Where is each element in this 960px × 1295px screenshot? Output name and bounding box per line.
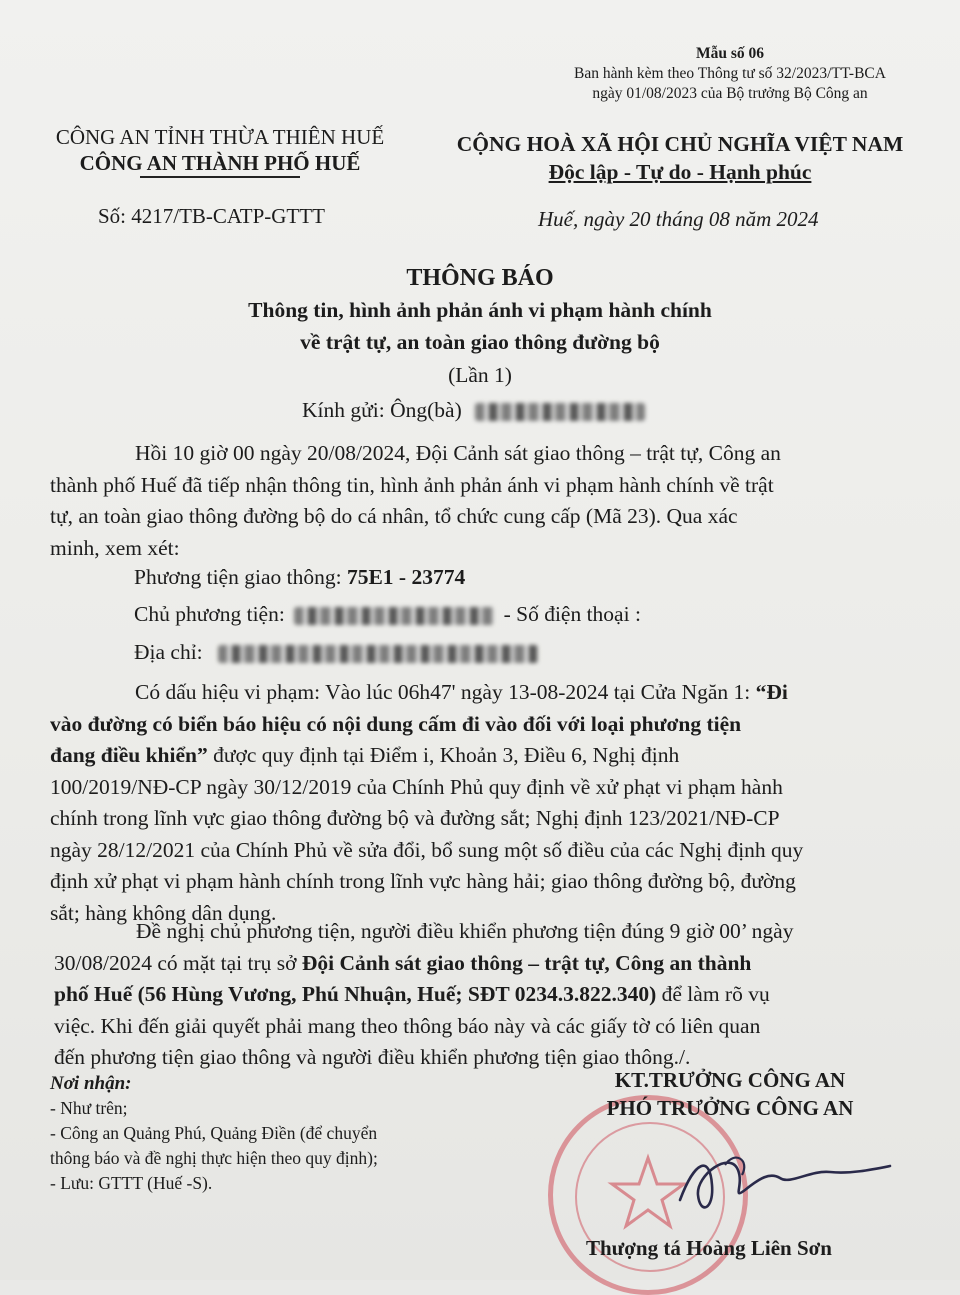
address-line <box>134 640 538 665</box>
agency-underline <box>140 176 300 178</box>
form-issued-line-2: ngày 01/08/2023 của Bộ trưởng Bộ Công an <box>592 85 868 102</box>
p2-line-5: chính trong lĩnh vực giao thông đường bộ và đường sắt; Nghị định 123/2021/NĐ-CP <box>50 806 780 830</box>
owner-line <box>134 602 641 627</box>
recipient-2b: thông báo và đề nghị thực hiện theo quy định); <box>50 1148 378 1168</box>
nation-header <box>430 130 930 186</box>
p3-line-5: đến phương tiện giao thông và người điều khiển phương tiện giao thông./. <box>54 1045 691 1069</box>
document-round: (Lần 1) <box>448 363 512 387</box>
document-subtitle-1: Thông tin, hình ảnh phản ánh vi phạm hành chính <box>248 298 712 322</box>
p2-line-1-text: Có dấu hiệu vi phạm: Vào lúc 06h47' ngày 13-08-2024 tại Cửa Ngăn 1: <box>135 680 756 704</box>
address-redacted <box>218 645 538 663</box>
addressee-redacted <box>475 403 645 421</box>
recipients-title: Nơi nhận: <box>50 1073 132 1094</box>
body-paragraph-3 <box>54 916 904 1074</box>
agency-name: CÔNG AN THÀNH PHỐ HUẾ <box>79 151 361 175</box>
p3-line-2-text: 30/08/2024 có mặt tại trụ sở <box>54 950 302 975</box>
p1-line-4: minh, xem xét: <box>50 535 180 560</box>
owner-redacted <box>294 607 494 625</box>
handwritten-signature <box>640 1130 900 1240</box>
p2-line-6: ngày 28/12/2021 của Chính Phủ về sửa đổi, bổ sung một số điều của các Nghị định quy <box>50 837 804 862</box>
p2-line-8: sắt; hàng không dân dụng. <box>50 900 277 925</box>
recipient-3: - Lưu: GTTT (Huế -S). <box>50 1173 213 1193</box>
p3-line-3-text: để làm rõ vụ <box>656 982 770 1006</box>
p3-line-2 <box>54 948 904 980</box>
vehicle-label: Phương tiện giao thông: <box>134 565 342 589</box>
document-title: THÔNG BÁO <box>406 265 554 291</box>
p2-line-3-text: được quy định tại Điểm i, Khoản 3, Điều 6, Nghị định <box>207 743 680 767</box>
p3-line-4: việc. Khi đến giải quyết phải mang theo thông báo này và các giấy tờ có liên quan <box>54 1013 761 1038</box>
office-address: phố Huế (56 Hùng Vương, Phú Nhuận, Huế; SĐT 0234.3.822.340) <box>54 982 657 1006</box>
place-date: Huế, ngày 20 tháng 08 năm 2024 <box>538 207 819 231</box>
signature-title-1: KT.TRƯỞNG CÔNG AN <box>614 1068 846 1092</box>
p2-line-2: vào đường có biển báo hiệu có nội dung cấm đi vào đối với loại phương tiện <box>50 711 742 736</box>
recipient-2a: - Công an Quảng Phú, Quảng Điền (để chuyển <box>50 1123 378 1143</box>
office-name: Đội Cảnh sát giao thông – trật tự, Công an thành <box>301 950 752 975</box>
phone-label: - Số điện thoại : <box>503 602 641 626</box>
p1-line-2: thành phố Huế đã tiếp nhận thông tin, hình ảnh phản ánh vi phạm hành chính về trật <box>50 472 774 497</box>
violation-quote-end: đang điều khiển” <box>50 743 208 767</box>
p2-line-4: 100/2019/NĐ-CP ngày 30/12/2019 của Chính Phủ quy định về xử phạt vi phạm hành <box>50 774 783 799</box>
document-number: Số: 4217/TB-CATP-GTTT <box>98 204 325 228</box>
vehicle-line <box>134 565 465 590</box>
nation-name: CỘNG HOÀ XÃ HỘI CHỦ NGHĨA VIỆT NAM <box>456 132 904 156</box>
owner-label: Chủ phương tiện: <box>134 602 285 626</box>
signature-block <box>560 1066 900 1122</box>
signature-title-2: PHÓ TRƯỞNG CÔNG AN <box>606 1096 854 1120</box>
form-issued-line-1: Ban hành kèm theo Thông tư số 32/2023/TT-BCA <box>574 65 886 82</box>
p3-line-3 <box>54 979 904 1011</box>
p3-line-1: Đề nghị chủ phương tiện, người điều khiển phương tiện đúng 9 giờ 00’ ngày <box>136 919 794 943</box>
p1-line-3: tự, an toàn giao thông đường bộ do cá nhân, tổ chức cung cấp (Mã 23). Qua xác <box>50 504 738 528</box>
form-number: Mẫu số 06 <box>695 45 765 62</box>
addressee <box>302 398 645 423</box>
recipient-1: - Như trên; <box>50 1098 128 1118</box>
p2-line-7: định xử phạt vi phạm hành chính trong lĩnh vực hàng hải; giao thông đường bộ, đường <box>50 869 796 893</box>
document-subtitle-2: về trật tự, an toàn giao thông đường bộ <box>300 330 660 354</box>
body-paragraph-1 <box>50 438 898 564</box>
addressee-label: Kính gửi: Ông(bà) <box>302 398 462 422</box>
vehicle-plate: 75E1 - 23774 <box>346 565 466 589</box>
p1-line-1: Hồi 10 giờ 00 ngày 20/08/2024, Đội Cảnh sát giao thông – trật tự, Công an <box>135 441 781 465</box>
agency-header <box>20 124 420 178</box>
address-label: Địa chỉ: <box>134 640 203 664</box>
p2-line-3 <box>50 740 900 772</box>
nation-motto: Độc lập - Tự do - Hạnh phúc <box>548 160 812 184</box>
p2-line-1 <box>50 677 900 709</box>
signer-name: Thượng tá Hoàng Liên Sơn <box>586 1236 832 1260</box>
title-block <box>0 262 960 392</box>
violation-quote-start: “Đi <box>755 680 788 704</box>
agency-parent: CÔNG AN TỈNH THỪA THIÊN HUẾ <box>55 125 385 149</box>
body-paragraph-2 <box>50 677 900 929</box>
form-reference <box>560 44 900 104</box>
recipients <box>50 1071 520 1196</box>
